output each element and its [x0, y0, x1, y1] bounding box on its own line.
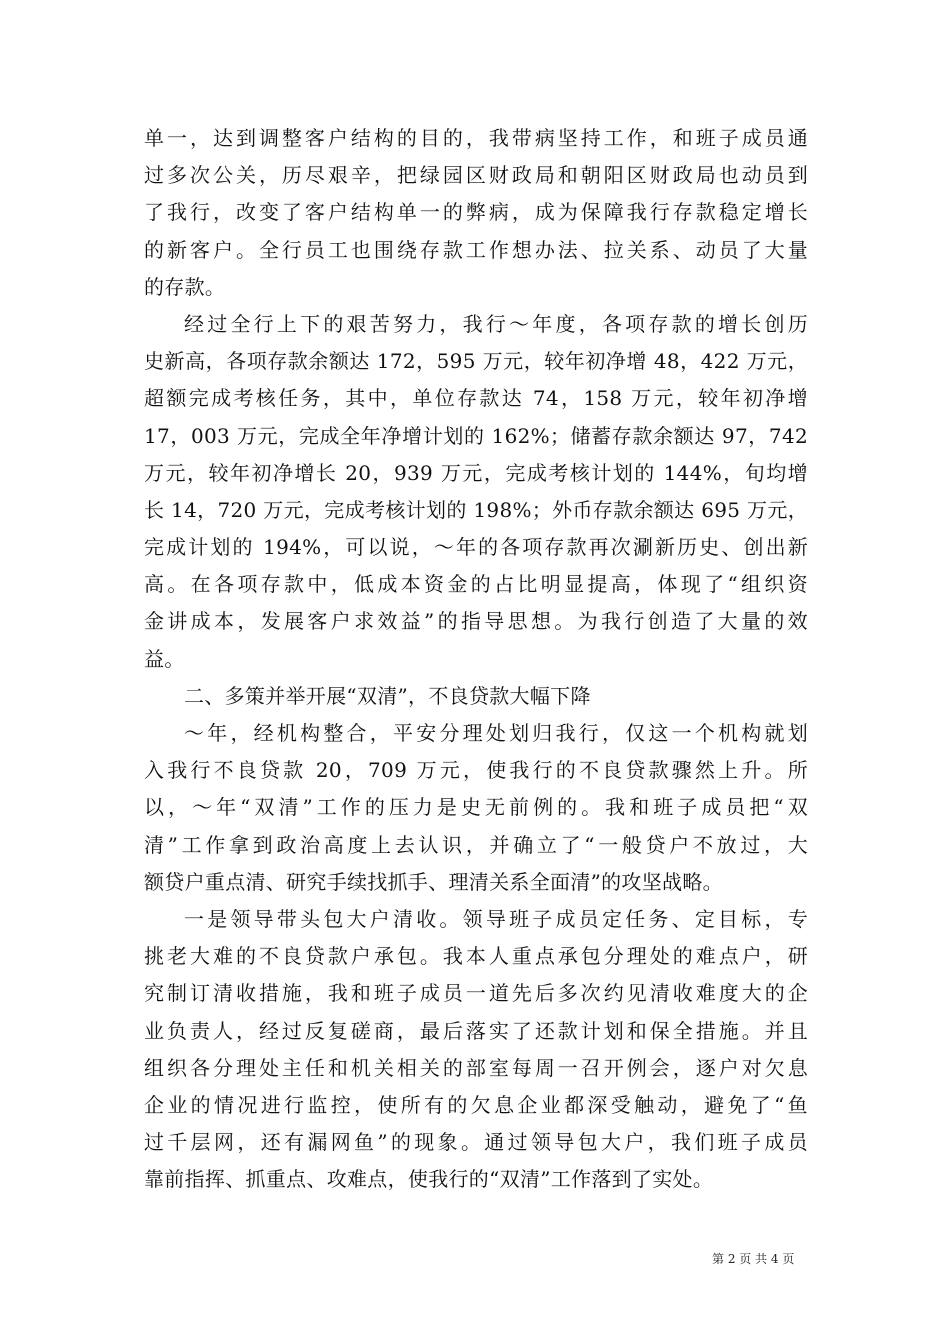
body-text [144, 120, 808, 1198]
text-line: 单一，达到调整客户结构的目的，我带病坚持工作，和班子成员通 [144, 126, 808, 150]
text-line: 万元，较年初净增长 20，939 万元，完成考核计划的 144%，旬均增 [144, 460, 808, 485]
text-line: 入我行不良贷款 20，709 万元，使我行的不良贷款骤然上升。所 [144, 758, 808, 783]
text-line: 清”工作拿到政治高度上去认识，并确立了“一般贷户不放过，大 [144, 832, 808, 857]
text-line: ～年，经机构整合，平安分理处划归我行，仅这一个机构就划 [184, 721, 808, 745]
text-line: 过千层网，还有漏网鱼”的现象。通过领导包大户，我们班子成员 [144, 1130, 808, 1155]
text-line: 了我行，改变了客户结构单一的弊病，成为保障我行存款稳定增长 [144, 200, 808, 225]
text-line: 超额完成考核任务，其中，单位存款达 74，158 万元，较年初净增 [144, 386, 808, 411]
text-line: 高。在各项存款中，低成本资金的占比明显提高，体现了“组织资 [144, 572, 808, 597]
text-line: 组织各分理处主任和机关相关的部室每周一召开例会，逐户对欠息 [144, 1055, 808, 1080]
text-line: 史新高，各项存款余额达 172，595 万元，较年初净增 48，422 万元， [144, 349, 808, 374]
text-line: 益。 [144, 646, 185, 671]
text-line: 的新客户。全行员工也围绕存款工作想办法、拉关系、动员了大量 [144, 237, 808, 262]
text-line: 企业的情况进行监控，使所有的欠息企业都深受触动，避免了“鱼 [144, 1092, 808, 1117]
text-line: 额贷户重点清、研究手续找抓手、理清关系全面清”的攻坚战略。 [144, 869, 723, 894]
text-line: 金讲成本，发展客户求效益”的指导思想。为我行创造了大量的效 [144, 609, 808, 634]
text-line: 究制订清收措施，我和班子成员一道先后多次约见清收难度大的企 [144, 981, 808, 1006]
text-line: 一是领导带头包大户清收。领导班子成员定任务、定目标，专 [184, 906, 808, 931]
text-line: 经过全行上下的艰苦努力，我行～年度，各项存款的增长创历 [184, 311, 808, 336]
section-heading: 二、多策并举开展“双清”，不良贷款大幅下降 [184, 683, 591, 708]
text-line: 以，～年“双清”工作的压力是史无前例的。我和班子成员把“双 [144, 795, 808, 820]
text-line: 的存款。 [144, 274, 226, 299]
text-line: 业负责人，经过反复磋商，最后落实了还款计划和保全措施。并且 [144, 1018, 808, 1043]
text-line: 靠前指挥、抓重点、攻难点，使我行的“双清”工作落到了实处。 [144, 1167, 714, 1192]
text-line: 17，003 万元，完成全年净增计划的 162%；储蓄存款余额达 97，742 [144, 423, 808, 448]
text-line: 长 14，720 万元，完成考核计划的 198%；外币存款余额达 695 万元， [144, 497, 808, 522]
text-line: 过多次公关，历尽艰辛，把绿园区财政局和朝阳区财政局也动员到 [144, 163, 808, 188]
text-line: 挑老大难的不良贷款户承包。我本人重点承包分理处的难点户，研 [144, 944, 808, 969]
page-indicator: 第 2 页 共 4 页 [712, 1252, 795, 1266]
text-line: 完成计划的 194%，可以说，～年的各项存款再次涮新历史、创出新 [144, 535, 808, 560]
